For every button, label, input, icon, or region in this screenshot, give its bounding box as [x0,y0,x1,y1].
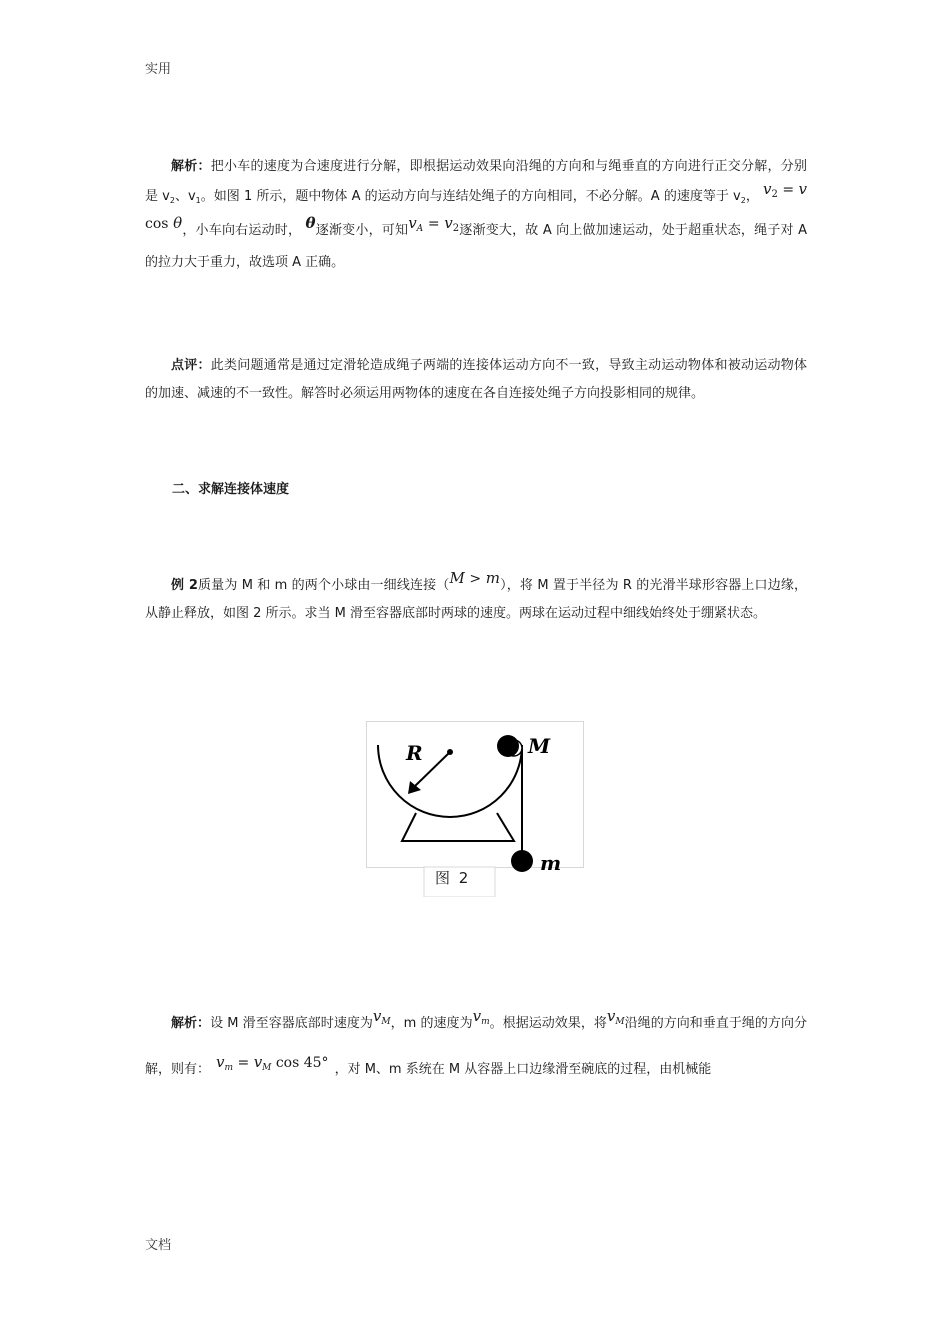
label-M: M [528,734,551,758]
formula-vA-equals-v2: $v_A = v_2$ [408,214,460,234]
bowl-pulley-diagram [366,721,584,897]
analysis-label-2: 解析： [171,1016,211,1031]
section-heading: 二、求解连接体速度 [172,482,290,497]
figure-caption: 图 2 [435,869,471,887]
example-label: 例 2 [171,578,198,593]
ball-M [497,735,519,757]
comment-paragraph: 点评：此类问题通常是通过定滑轮造成绳子两端的连接体运动方向不一致，导致主动运动物体和被动运动物体的加速、减速的不一致性。解答时必须运用两物体的速度在各自连接处绳子方向投影相同的规律。 [145,358,807,401]
formula-vM-2: $v_M$ [606,1007,625,1027]
comment-label: 点评： [171,358,211,373]
page-footer: 文档 [145,1238,172,1253]
formula-M-greater-m: M > m [449,569,500,587]
formula-theta: θ [305,214,316,232]
formula-vm: $v_m$ [472,1007,490,1027]
figure-2 [366,721,584,897]
label-R: R [406,741,423,765]
page-header: 实用 [145,62,172,77]
example-paragraph: 例 2质量为 M 和 m 的两个小球由一细线连接（M > m），将 M 置于半径为 R 的光滑半球形容器上口边缘，从静止释放，如图 2 所示。求当 M 滑至容器底部时两球的速度。两球在运动过程中细线始终处于绷紧状态。 [145,569,807,621]
analysis-label: 解析： [171,159,211,174]
formula-vM: $v_M$ [372,1007,391,1027]
formula-vm-equals-vM-cos45: $v_m = v_M$ cos 45° [216,1053,329,1073]
analysis-paragraph-1: 解析：把小车的速度为合速度进行分解，即根据运动效果向沿绳的方向和与绳垂直的方向进行正交分解，分别是 $v_2$、$v_1$。如图 1 所示，题中物体 A 的运动方向与连结处绳子的方向相同，不必分解。A 的速度等于 $v_2$， $v_2 = v$ cos θ，小车向右运动时， θ逐渐变小，可知$v_A = v_2$逐渐变大，故 A 向上做加速运动，处于超重状态，绳子对 A 的拉力大于重力，故选项 A 正确。 [145,159,808,270]
analysis-paragraph-2: 解析：设 M 滑至容器底部时速度为$v_M$，m 的速度为$v_m$。根据运动效果，将$v_M$沿绳的方向和垂直于绳的方向分解，则有： $v_m = v_M$ cos 45° ，对 M、m 系统在 M 从容器上口边缘滑至碗底的过程，由机械能 [145,1007,807,1077]
ball-m [511,850,533,872]
formula-v2-equals-vcos: $v_2 = v$ cos θ [145,180,808,232]
label-m: m [540,851,562,875]
